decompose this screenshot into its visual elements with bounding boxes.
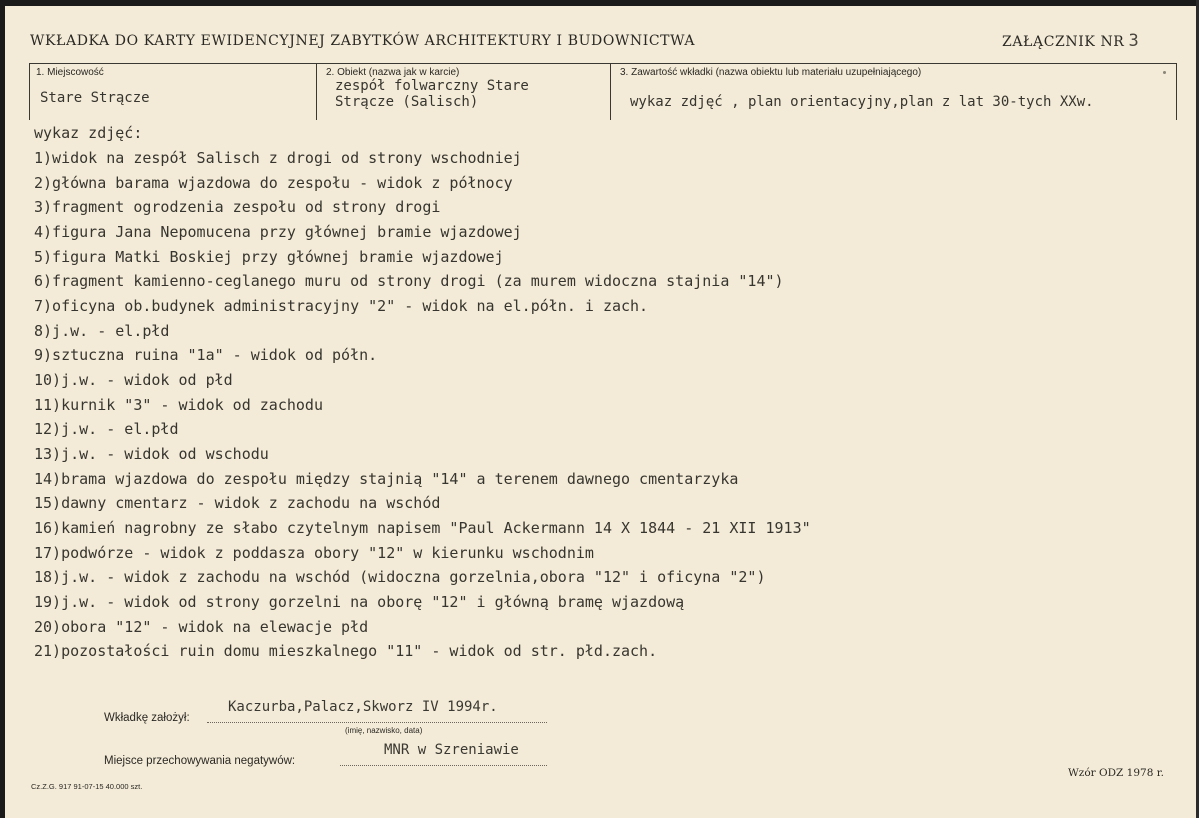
photo-list-item: 4)figura Jana Nepomucena przy głównej bramie wjazdowej <box>34 223 522 241</box>
object-caption: 2. Obiekt (nazwa jak w karcie) <box>326 67 460 78</box>
print-info: Cz.Z.G. 917 91-07-15 40.000 szt. <box>31 782 143 791</box>
created-by-label: Wkładkę założył: <box>104 712 190 724</box>
created-by-line <box>207 722 547 723</box>
photo-list-item: 7)oficyna ob.budynek administracyjny "2" - widok na el.półn. i zach. <box>34 297 649 315</box>
photo-list-item: 17)podwórze - widok z poddasza obory "12" w kierunku wschodnim <box>34 543 594 562</box>
annex-label-text: ZAŁĄCZNIK NR <box>1002 34 1125 50</box>
object-value-line-2: Strącze (Salisch) <box>335 94 479 110</box>
photo-list-item: 6)fragment kamienno-ceglanego muru od strony drogi (za murem widoczna stajnia "14") <box>34 272 784 291</box>
field-divider <box>610 64 611 120</box>
created-by-hint: (imię, nazwisko, data) <box>345 726 423 735</box>
photo-list-item: 14)brama wjazdowa do zespołu między stajnią "14" a terenem dawnego cmentarzyka <box>34 469 739 488</box>
photo-list-item: 18)j.w. - widok z zachodu na wschód (widoczna gorzelnia,obora "12" i oficyna "2") <box>34 568 766 587</box>
photo-list-item: 15)dawny cmentarz - widok z zachodu na wschód <box>34 494 441 513</box>
page-edge-top <box>0 0 1199 6</box>
photo-list-item: 3)fragment ogrodzenia zespołu od strony drogi <box>34 198 441 217</box>
photo-list-item: 20)obora "12" - widok na elewacje płd <box>34 617 369 636</box>
field-divider <box>316 64 317 120</box>
photo-list-item: 10)j.w. - widok od płd <box>34 370 233 389</box>
photo-list-item: 9)sztuczna ruina "1a" - widok od półn. <box>34 346 378 365</box>
photo-list-item: 11)kurnik "3" - widok od zachodu <box>34 395 323 414</box>
page-edge-left <box>0 0 5 818</box>
ink-speck <box>1163 71 1166 74</box>
template-code: Wzór ODZ 1978 r. <box>1068 767 1164 779</box>
photo-list-item: 5)figura Matki Boskiej przy głównej bramie wjazdowej <box>34 247 504 266</box>
header-fields-table <box>29 63 1177 120</box>
annex-label <box>1002 31 1139 51</box>
photo-list-item: 1)widok na zespół Salisch z drogi od strony wschodniej <box>34 149 522 167</box>
form-title: WKŁADKA DO KARTY EWIDENCYJNEJ ZABYTKÓW ARCHITEKTURY I BUDOWNICTWA <box>30 33 696 49</box>
photo-list-item: 21)pozostałości ruin domu mieszkalnego "11" - widok od str. płd.zach. <box>34 642 658 661</box>
contents-caption: 3. Zawartość wkładki (nazwa obiektu lub materiału uzupełniającego) <box>620 67 922 78</box>
locality-caption: 1. Miejscowość <box>36 67 104 78</box>
object-value <box>335 78 529 110</box>
photo-list-item: 2)główna barama wjazdowa do zespołu - widok z północy <box>34 173 513 192</box>
photo-list-item: 16)kamień nagrobny ze słabo czytelnym napisem "Paul Ackermann 14 X 1844 - 21 XII 1913" <box>34 518 811 537</box>
photo-list-item: 19)j.w. - widok od strony gorzelni na oborę "12" i główną bramę wjazdową <box>34 592 685 611</box>
locality-value: Stare Strącze <box>40 90 150 106</box>
annex-number: 3 <box>1128 31 1140 51</box>
negatives-storage-value: MNR w Szreniawie <box>384 742 519 758</box>
object-value-line-1: zespół folwarczny Stare <box>335 78 529 94</box>
negatives-storage-line <box>340 765 547 766</box>
created-by-value: Kaczurba,Palacz,Skworz IV 1994r. <box>228 699 498 715</box>
photo-list-item: 8)j.w. - el.płd <box>34 321 170 340</box>
contents-value: wykaz zdjęć , plan orientacyjny,plan z lat 30-tych XXw. <box>630 94 1094 110</box>
negatives-storage-label: Miejsce przechowywania negatywów: <box>104 755 296 767</box>
photo-list-heading: wykaz zdjęć: <box>34 124 143 142</box>
photo-list-item: 13)j.w. - widok od wschodu <box>34 444 269 463</box>
photo-list-item: 12)j.w. - el.płd <box>34 420 179 439</box>
